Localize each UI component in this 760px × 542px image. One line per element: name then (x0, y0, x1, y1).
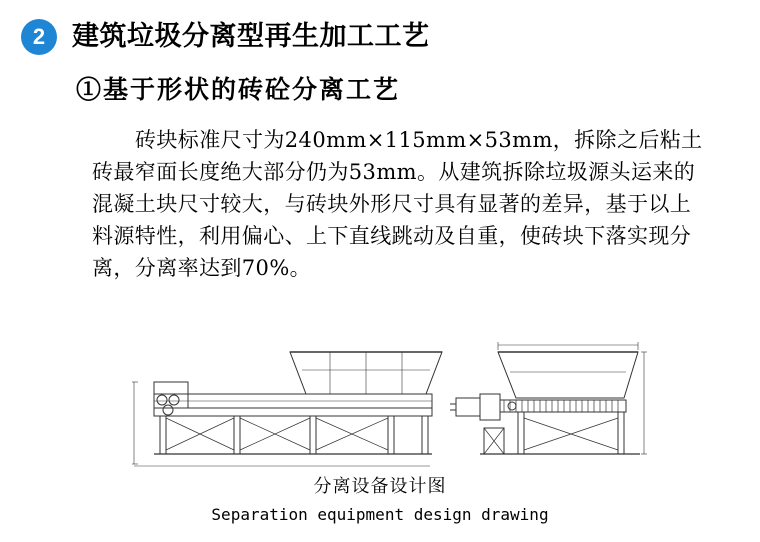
figure-caption-english: Separation equipment design drawing (211, 505, 549, 524)
body-paragraph: 砖块标准尺寸为240mm×115mm×53mm，拆除之后粘土砖最窄面长度绝大部分仍为53mm。从建筑拆除垃圾源头运来的混凝土块尺寸较大，与砖块外形尺寸具有显著的差异，基于以上料源特性，利用偏心、上下直线跳动及自重，使砖块下落实现分离，分离率达到70%。 (92, 128, 703, 280)
end-view-drawing (450, 342, 647, 454)
section-number-badge: 2 (21, 19, 57, 55)
figure-caption-chinese: 分离设备设计图 (313, 476, 447, 497)
side-view-drawing (132, 352, 442, 466)
separation-equipment-drawing (130, 342, 650, 468)
page-title: 建筑垃圾分离型再生加工工艺 (72, 21, 430, 52)
section-subtitle: ①基于形状的砖砼分离工艺 (76, 75, 401, 104)
